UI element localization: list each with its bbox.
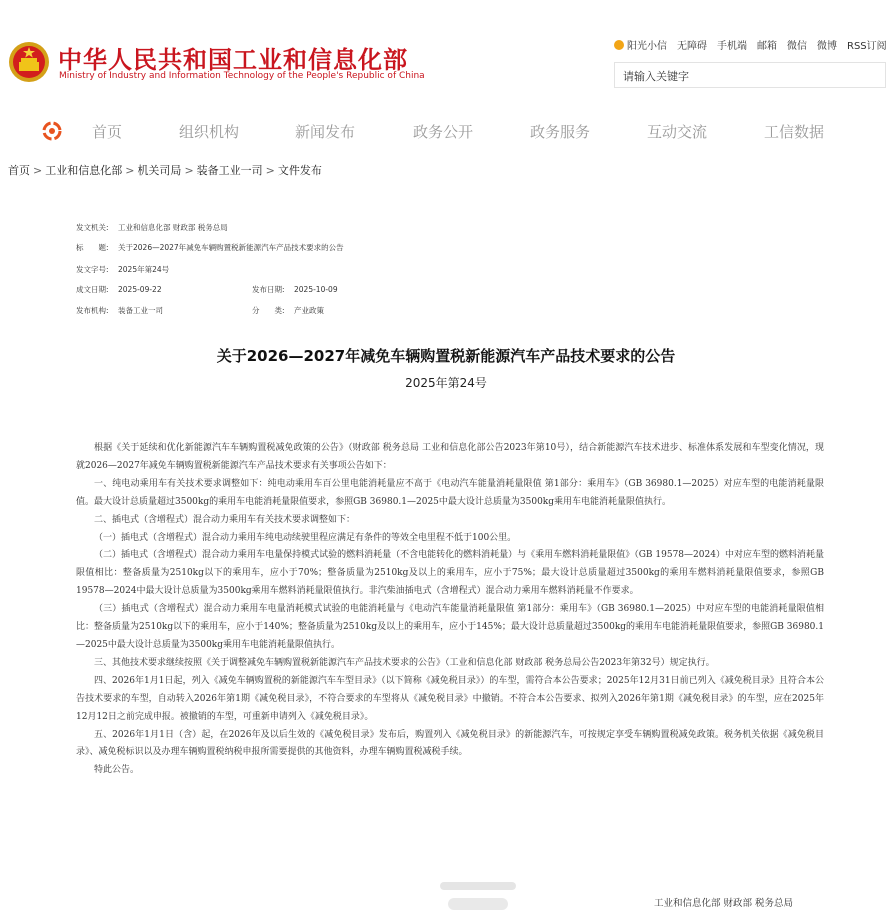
meta-value: 关于2026—2027年减免车辆购置税新能源汽车产品技术要求的公告	[118, 243, 344, 252]
nav-item-news[interactable]: 新闻发布	[295, 123, 356, 141]
body-paragraph: （一）插电式（含增程式）混合动力乘用车纯电动续驶里程应满足有条件的等效全电里程不低于100公里。	[94, 532, 517, 543]
meta-label: 发布日期:	[252, 285, 285, 294]
meta-docno	[76, 264, 169, 275]
body-paragraph: 根据《关于延续和优化新能源汽车车辆购置税减免政策的公告》（财政部 税务总局 工业和信息化部公告2023年第10号），结合新能源汽车技术进步、标准体系发展和车型变化情况，现就2026—2027年减免车辆购置税新能源汽车产品技术要求有关事项公告如下：	[76, 443, 824, 471]
body-paragraph: 三、其他技术要求继续按照《关于调整减免车辆购置税新能源汽车产品技术要求的公告》（工业和信息化部 财政部 税务总局公告2023年第32号）规定执行。	[94, 657, 715, 668]
nav-item-home[interactable]: 首页	[92, 123, 123, 141]
meta-label: 发文字号:	[76, 265, 109, 274]
body-paragraph: 一、纯电动乘用车有关技术要求调整如下：纯电动乘用车百公里电能消耗量应不高于《电动汽车能量消耗量限值 第1部分：乘用车》（GB 36980.1—2025）对应车型的电能消耗量限值。最大设计总质量超过3500kg的乘用车电能消耗量限值要求，参照GB 36980.1—2025中最大设计总质量为3500kg乘用车电能消耗量限值执行。	[76, 478, 824, 507]
meta-value: 2025-09-22	[118, 285, 162, 294]
top-link-mail[interactable]: 邮箱	[757, 41, 777, 52]
top-link-wechat[interactable]: 微信	[787, 41, 807, 52]
nav-item-interaction[interactable]: 互动交流	[647, 123, 708, 141]
meta-value: 2025-10-09	[294, 285, 338, 294]
breadcrumb-bureaus[interactable]: 机关司局	[137, 164, 182, 177]
nav-item-organization[interactable]: 组织机构	[179, 123, 240, 141]
breadcrumb-home[interactable]: 首页	[8, 164, 30, 177]
meta-value: 工业和信息化部 财政部 税务总局	[118, 223, 228, 232]
nav-item-services[interactable]: 政务服务	[530, 123, 591, 141]
sun-icon	[614, 40, 624, 50]
top-link-rss[interactable]: RSS订阅	[847, 41, 887, 52]
nav-item-data[interactable]: 工信数据	[764, 123, 825, 141]
breadcrumb-current[interactable]: 文件发布	[277, 164, 322, 177]
meta-label: 成文日期:	[76, 285, 109, 294]
meta-label: 标 题:	[76, 243, 109, 252]
meta-label: 分 类:	[252, 306, 285, 315]
meta-title	[76, 242, 344, 253]
meta-issuer	[76, 222, 228, 233]
top-link-sunshine[interactable]	[614, 37, 667, 52]
document-title: 关于2026—2027年减免车辆购置税新能源汽车产品技术要求的公告	[216, 347, 676, 365]
body-paragraph: 五、2026年1月1日（含）起，在2026年及以后生效的《减免税目录》发布后，购置列入《减免税目录》的新能源汽车，可按规定享受车辆购置税减免政策。税务机关依据《减免税目录》、减免税标识以及办理车辆购置税纳税申报所需要提供的其他资料，办理车辆购置税减税手续。	[76, 729, 824, 758]
meta-value: 装备工业一司	[118, 306, 163, 315]
home-logo-icon[interactable]	[40, 119, 64, 143]
breadcrumb	[8, 162, 322, 178]
top-links	[614, 37, 887, 52]
search-input[interactable]: 请输入关键字	[614, 62, 886, 88]
document-body	[76, 440, 824, 780]
body-paragraph: 二、插电式（含增程式）混合动力乘用车有关技术要求调整如下：	[94, 514, 356, 525]
watermark-icon	[438, 876, 518, 915]
meta-created	[76, 284, 162, 295]
top-link-accessibility[interactable]: 无障碍	[677, 41, 707, 52]
nav-item-government-affairs[interactable]: 政务公开	[413, 123, 474, 141]
breadcrumb-separator: >	[265, 164, 275, 177]
breadcrumb-department[interactable]: 装备工业一司	[196, 164, 263, 177]
meta-label: 发布机构:	[76, 306, 109, 315]
meta-value: 2025年第24号	[118, 265, 170, 274]
body-paragraph: 特此公告。	[94, 765, 140, 776]
meta-org	[76, 305, 163, 316]
meta-published	[252, 284, 338, 295]
breadcrumb-separator: >	[33, 164, 43, 177]
document-signature: 工业和信息化部 财政部 税务总局	[654, 898, 794, 909]
top-link-mobile[interactable]: 手机端	[717, 41, 747, 52]
body-paragraph: （二）插电式（含增程式）混合动力乘用车电量保持模式试验的燃料消耗量（不含电能转化的燃料消耗量）与《乘用车燃料消耗量限值》（GB 19578—2024）中对应车型的燃料消耗量限值相比：整备质量为2510kg以下的乘用车，应小于70%；整备质量为2510kg及以上的乘用车，应小于75%；最大设计总质量超过3500kg的乘用车燃料消耗量限值要求，参照GB 19578—2024中最大设计总质量为3500kg乘用车燃料消耗量限值执行。非汽柴油插电式（含增程式）混合动力乘用车燃料消耗量不作要求。	[76, 550, 824, 597]
breadcrumb-separator: >	[184, 164, 194, 177]
meta-category	[252, 305, 324, 316]
top-link-label: 阳光小信	[627, 41, 667, 52]
body-paragraph: 四、2026年1月1日起，列入《减免车辆购置税的新能源汽车车型目录》（以下简称《减免税目录》）的车型，需符合本公告要求；2025年12月31日前已列入《减免税目录》且符合本公告技术要求的车型，自动转入2026年第1期《减免税目录》，不符合要求的车型将从《减免税目录》中撤销。不符合本公告要求、拟列入2026年第1期《减免税目录》的车型，应在2025年12月12日之前完成申报。被撤销的车型，可重新申请列入《减免税目录》。	[76, 675, 824, 722]
body-paragraph: （三）插电式（含增程式）混合动力乘用车电量消耗模式试验的电能消耗量与《电动汽车能量消耗量限值 第1部分：乘用车》（GB 36980.1—2025）中对应车型的电能消耗量限值相比：整备质量为2510kg以下的乘用车，应小于140%；整备质量为2510kg及以上的乘用车，应小于145%；最大设计总质量超过3500kg的乘用车电能消耗量限值要求，参照GB 36980.1—2025中最大设计总质量为3500kg乘用车电能消耗量限值执行。	[76, 604, 824, 650]
site-title-cn[interactable]: 中华人民共和国工业和信息化部	[58, 46, 408, 74]
top-link-weibo[interactable]: 微博	[817, 41, 837, 52]
meta-label: 发文机关:	[76, 223, 109, 232]
main-nav	[0, 116, 892, 146]
breadcrumb-separator: >	[125, 164, 135, 177]
site-title-en: Ministry of Industry and Information Technology of the People's Republic of China	[59, 71, 425, 81]
breadcrumb-ministry[interactable]: 工业和信息化部	[45, 164, 123, 177]
document-number: 2025年第24号	[405, 376, 487, 390]
meta-value: 产业政策	[294, 306, 324, 315]
national-emblem-icon[interactable]	[8, 40, 50, 84]
